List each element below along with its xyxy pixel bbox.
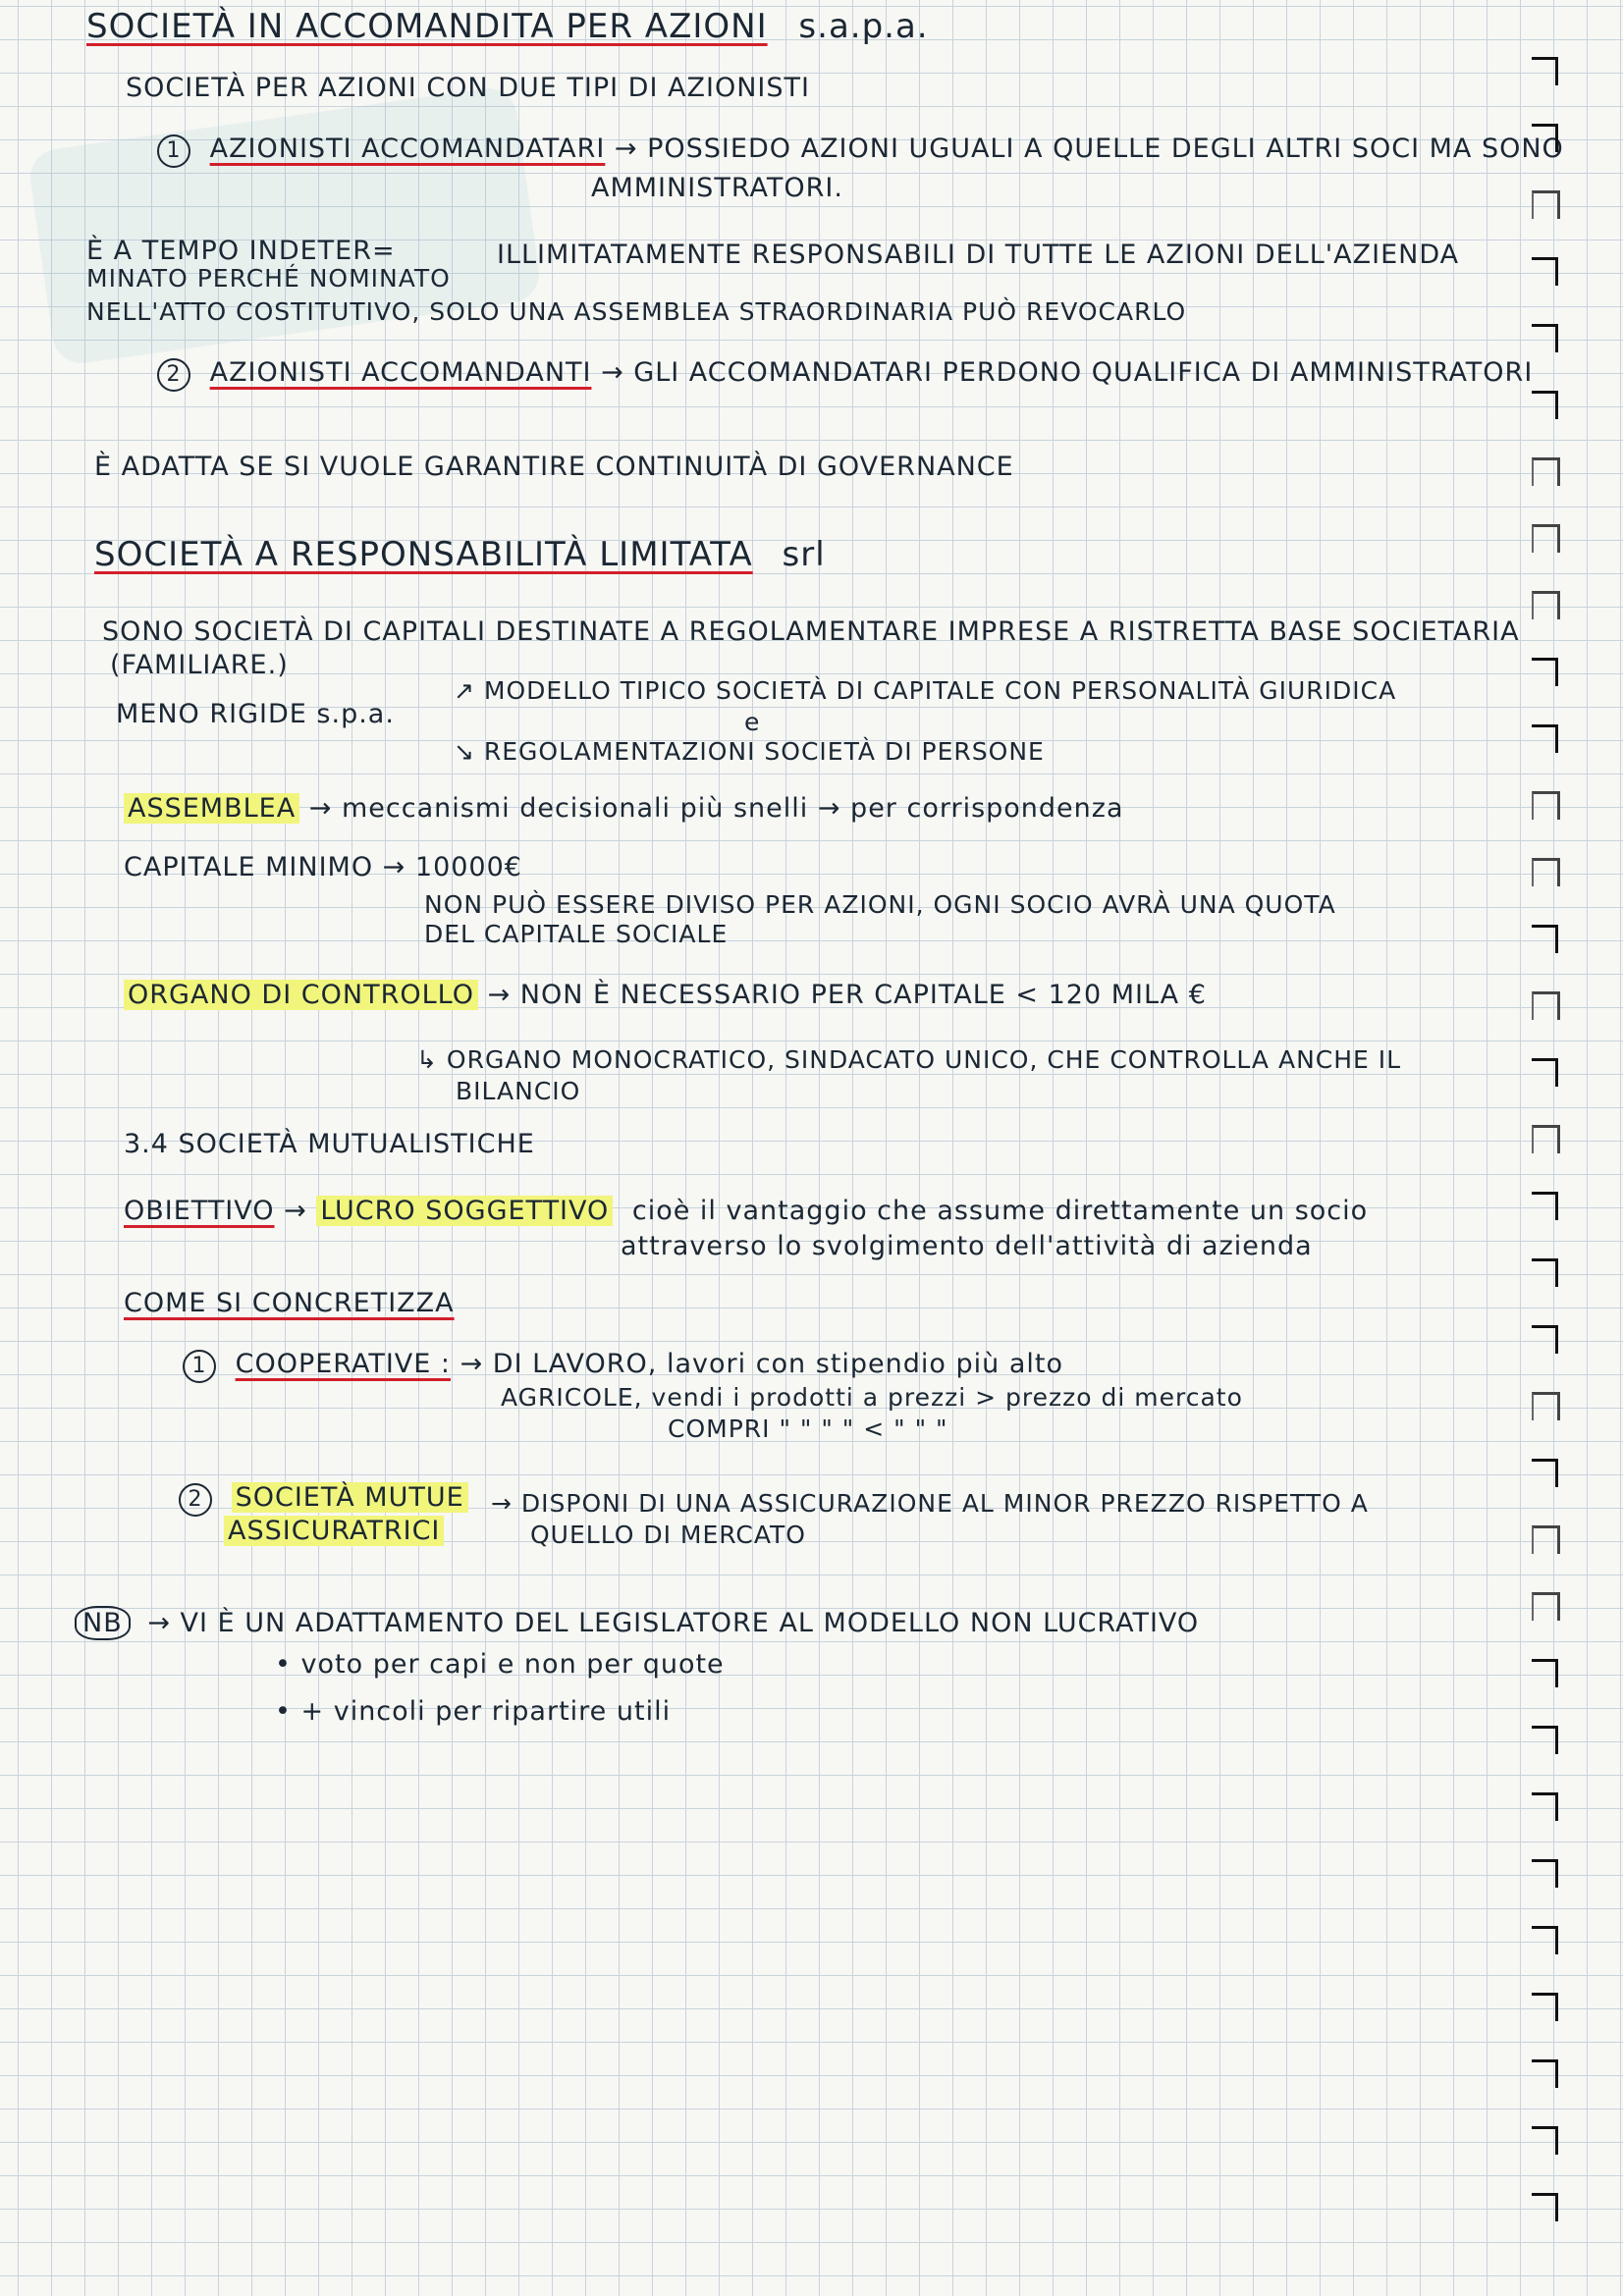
margin-hole-mark [1532, 457, 1560, 486]
obiettivo-text-2: attraverso lo svolgimento dell'attività di azienda [621, 1231, 1313, 1261]
mutue-text-2: QUELLO DI MERCATO [530, 1521, 806, 1549]
obiettivo-text-1: cioè il vantaggio che assume direttamente un socio [631, 1196, 1369, 1226]
margin-hole-mark [1532, 2059, 1558, 2088]
number-badge: 1 [157, 134, 190, 168]
coop-label: COOPERATIVE : [235, 1349, 451, 1379]
margin-hole-mark [1532, 1058, 1558, 1087]
assemblea-label: ASSEMBLEA [124, 793, 299, 824]
capitale-text-1: NON PUÒ ESSERE DIVISO PER AZIONI, OGNI SOCIO AVRÀ UNA QUOTA [424, 890, 1336, 919]
capitale-value: 10000€ [414, 852, 522, 882]
margin-hole-mark [1532, 1993, 1558, 2021]
conjunction-e: e [744, 708, 761, 736]
srl-definition-1: SONO SOCIETÀ DI CAPITALI DESTINATE A REGOLAMENTARE IMPRESE A RISTRETTA BASE SOCIETARIA [102, 616, 1520, 647]
margin-hole-mark [1532, 1859, 1558, 1888]
item-text: POSSIEDO AZIONI UGUALI A QUELLE DEGLI ALTRI SOCI MA SONO [647, 133, 1564, 164]
capitale-label: CAPITALE MINIMO → [124, 852, 406, 882]
item-mutue [179, 1482, 468, 1517]
title-abbr: s.a.p.a. [798, 7, 929, 46]
meno-rigide: MENO RIGIDE s.p.a. [116, 699, 395, 729]
number-badge: 2 [157, 358, 190, 392]
item-text: → GLI ACCOMANDATARI PERDONO QUALIFICA DI AMMINISTRATORI [601, 357, 1534, 388]
margin-hole-mark [1532, 1325, 1558, 1354]
mutue-label-1: SOCIETÀ MUTUE [232, 1482, 468, 1513]
number-badge: 2 [179, 1483, 212, 1517]
capitale-text-2: DEL CAPITALE SOCIALE [424, 920, 729, 948]
margin-hole-mark [1532, 190, 1560, 219]
section-title-srl [94, 536, 826, 574]
organo-controllo-line [124, 980, 1207, 1010]
item-accomandatari [157, 133, 1564, 168]
assemblea-line [124, 793, 1124, 824]
margin-hole-mark [1532, 2126, 1558, 2155]
section-title-mutualistiche: 3.4 SOCIETÀ MUTUALISTICHE [124, 1129, 535, 1159]
tempo-line-1: È A TEMPO INDETER= [86, 236, 396, 266]
organo-label: ORGANO DI CONTROLLO [124, 980, 478, 1010]
margin-hole-mark [1532, 324, 1558, 352]
capitale-minimo-line [124, 852, 522, 882]
margin-hole-mark [1532, 791, 1560, 820]
margin-hole-mark [1532, 925, 1558, 953]
margin-hole-mark [1532, 524, 1560, 553]
item-cooperative [183, 1349, 1063, 1383]
come-label: COME SI CONCRETIZZA [124, 1288, 455, 1318]
margin-hole-mark [1532, 57, 1558, 85]
organo-text: → NON È NECESSARIO PER CAPITALE < 120 MILA € [487, 980, 1207, 1010]
item-label: AZIONISTI ACCOMANDATARI [209, 133, 606, 164]
organo-detail-2: BILANCIO [456, 1077, 581, 1105]
regolamentazioni: ↘ REGOLAMENTAZIONI SOCIETÀ DI PERSONE [454, 737, 1045, 766]
margin-hole-mark [1532, 724, 1558, 753]
nb-text: → VI È UN ADATTAMENTO DEL LEGISLATORE AL MODELLO NON LUCRATIVO [147, 1608, 1200, 1638]
adatta-line: È ADATTA SE SI VUOLE GARANTIRE CONTINUITÀ DI GOVERNANCE [94, 452, 1014, 482]
srl-definition-2: (FAMILIARE.) [110, 650, 289, 680]
modello-tipico: ↗ MODELLO TIPICO SOCIETÀ DI CAPITALE CON PERSONALITÀ GIURIDICA [454, 676, 1397, 705]
margin-hole-mark [1532, 2193, 1558, 2221]
organo-detail-1: ↳ ORGANO MONOCRATICO, SINDACATO UNICO, CHE CONTROLLA ANCHE IL [416, 1045, 1402, 1074]
margin-hole-mark [1532, 124, 1558, 152]
nb-bullet-1: • voto per capi e non per quote [275, 1649, 725, 1680]
mutue-label-2-text: ASSICURATRICI [224, 1516, 444, 1546]
come-si-concretizza [124, 1288, 455, 1318]
title-text: SOCIETÀ A RESPONSABILITÀ LIMITATA [94, 535, 753, 574]
illimitatamente-line: ILLIMITATAMENTE RESPONSABILI DI TUTTE LE AZIONI DELL'AZIENDA [497, 240, 1460, 270]
lucro-soggettivo: LUCRO SOGGETTIVO [316, 1196, 613, 1226]
margin-hole-mark [1532, 858, 1560, 886]
section-title-sapa [86, 8, 929, 46]
coop-text-2: AGRICOLE, vendi i prodotti a prezzi > prezzo di mercato [501, 1383, 1243, 1412]
margin-hole-mark [1532, 1525, 1560, 1554]
margin-hole-mark [1532, 1392, 1560, 1420]
margin-hole-mark [1532, 1592, 1560, 1621]
margin-hole-mark [1532, 1125, 1560, 1153]
obiettivo-line [124, 1196, 1368, 1226]
coop-text-1: → DI LAVORO, lavori con stipendio più alto [460, 1349, 1063, 1379]
mutue-text-1: → DISPONI DI UNA ASSICURAZIONE AL MINOR PREZZO RISPETTO A [491, 1489, 1369, 1518]
nb-bullet-2: • + vincoli per ripartire utili [275, 1696, 672, 1727]
number-badge: 1 [183, 1350, 216, 1383]
margin-hole-mark [1532, 1792, 1558, 1821]
coop-text-3: COMPRI " " " " < " " " [668, 1415, 948, 1443]
margin-hole-mark [1532, 391, 1558, 419]
assemblea-text: → meccanismi decisionali più snelli → per corrispondenza [308, 793, 1124, 824]
obiettivo-label: OBIETTIVO [124, 1196, 275, 1226]
tempo-line-3: NELL'ATTO COSTITUTIVO, SOLO UNA ASSEMBLEA STRAORDINARIA PUÒ REVOCARLO [86, 297, 1187, 326]
margin-hole-mark [1532, 1726, 1558, 1754]
margin-hole-mark [1532, 1258, 1558, 1287]
arrow-icon: → [614, 133, 638, 164]
mutue-label-2 [224, 1516, 444, 1546]
nb-line [75, 1606, 1199, 1640]
margin-hole-mark [1532, 1192, 1558, 1220]
tempo-line-2: MINATO PERCHÉ NOMINATO [86, 264, 451, 293]
margin-hole-mark [1532, 991, 1560, 1020]
margin-hole-mark [1532, 591, 1560, 619]
item-label: AZIONISTI ACCOMANDANTI [209, 357, 592, 388]
margin-hole-mark [1532, 1926, 1558, 1954]
margin-hole-mark [1532, 658, 1558, 686]
nb-badge: NB [75, 1606, 131, 1640]
margin-hole-mark [1532, 1459, 1558, 1487]
title-abbr: srl [782, 535, 826, 574]
item-accomandanti [157, 357, 1533, 392]
accomandatari-continuation: AMMINISTRATORI. [591, 173, 843, 203]
margin-hole-mark [1532, 1659, 1558, 1687]
margin-hole-mark [1532, 257, 1558, 286]
arrow-icon: → [284, 1196, 307, 1226]
sapa-definition: SOCIETÀ PER AZIONI CON DUE TIPI DI AZIONISTI [126, 73, 810, 103]
title-text: SOCIETÀ IN ACCOMANDITA PER AZIONI [86, 7, 768, 46]
